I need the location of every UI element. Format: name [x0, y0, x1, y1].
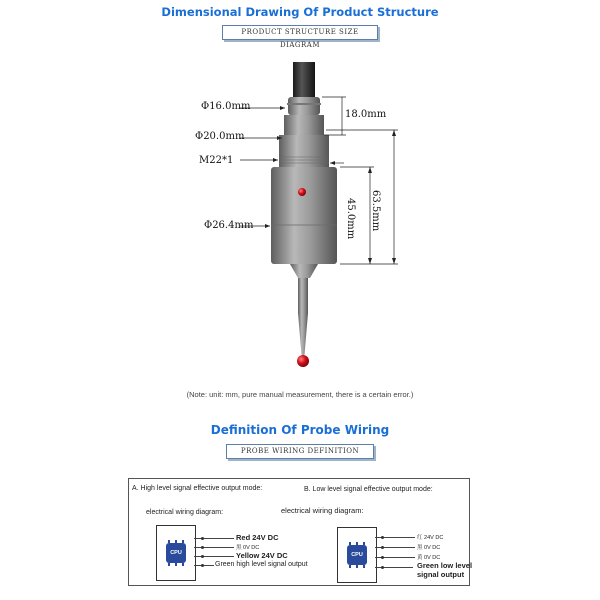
probe-ball	[297, 355, 309, 367]
probe-body	[271, 167, 337, 264]
mode-b-line-3: 黄 0V DC	[417, 555, 441, 561]
cpu-frame-a	[156, 525, 196, 581]
mode-b-line-1: 红 24V DC	[417, 535, 444, 541]
mode-a-line-1: Red 24V DC	[236, 533, 279, 542]
neck	[284, 115, 324, 135]
wiring-box	[128, 478, 473, 586]
mode-a-diagram-label: electrical wiring diagram:	[146, 509, 224, 516]
dim-height-45: 45.0mm	[345, 198, 356, 240]
dim-diameter-20: Φ20.0mm	[195, 131, 245, 142]
cpu-chip-b: CPU	[347, 545, 367, 565]
dim-thread-m22: M22*1	[199, 155, 234, 166]
stylus	[298, 278, 308, 313]
dim-height-63: 63.5mm	[370, 190, 381, 232]
mode-b-label: B. Low level signal effective output mode:	[304, 486, 433, 493]
cpu-chip-a: CPU	[166, 543, 186, 563]
mode-a-line-3: Yellow 24V DC	[236, 551, 288, 560]
cable	[293, 62, 315, 98]
mode-a-line-4: Green high level signal output	[215, 561, 308, 568]
mode-b-line-2: 黑 0V DC	[417, 545, 441, 551]
mode-a-line-2: 黑 0V DC	[236, 545, 260, 551]
measurement-note: (Note: unit: mm, pure manual measurement, there is a certain error.)	[186, 390, 414, 399]
mode-b-diagram-label: electrical wiring diagram:	[281, 506, 364, 515]
stylus-taper	[290, 264, 318, 278]
dim-diameter-16: Φ16.0mm	[201, 101, 251, 112]
mode-a-label: A. High level signal effective output mode:	[132, 485, 263, 492]
structure-subtitle-box: PRODUCT STRUCTURE SIZE DIAGRAM	[222, 25, 378, 40]
wiring-title: Definition Of Probe Wiring	[210, 423, 390, 437]
dim-height-18: 18.0mm	[345, 109, 387, 120]
wiring-subtitle-box: PROBE WIRING DEFINITION	[226, 444, 374, 459]
page-title: Dimensional Drawing Of Product Structure	[161, 5, 439, 19]
cpu-frame-b	[337, 527, 377, 583]
mode-b-line-5: signal output	[417, 570, 465, 579]
top-nut	[288, 97, 320, 115]
mode-b-line-4: Green low level	[417, 561, 473, 570]
dim-diameter-26: Φ26.4mm	[204, 220, 254, 231]
status-led	[298, 188, 306, 196]
thread	[279, 135, 329, 167]
